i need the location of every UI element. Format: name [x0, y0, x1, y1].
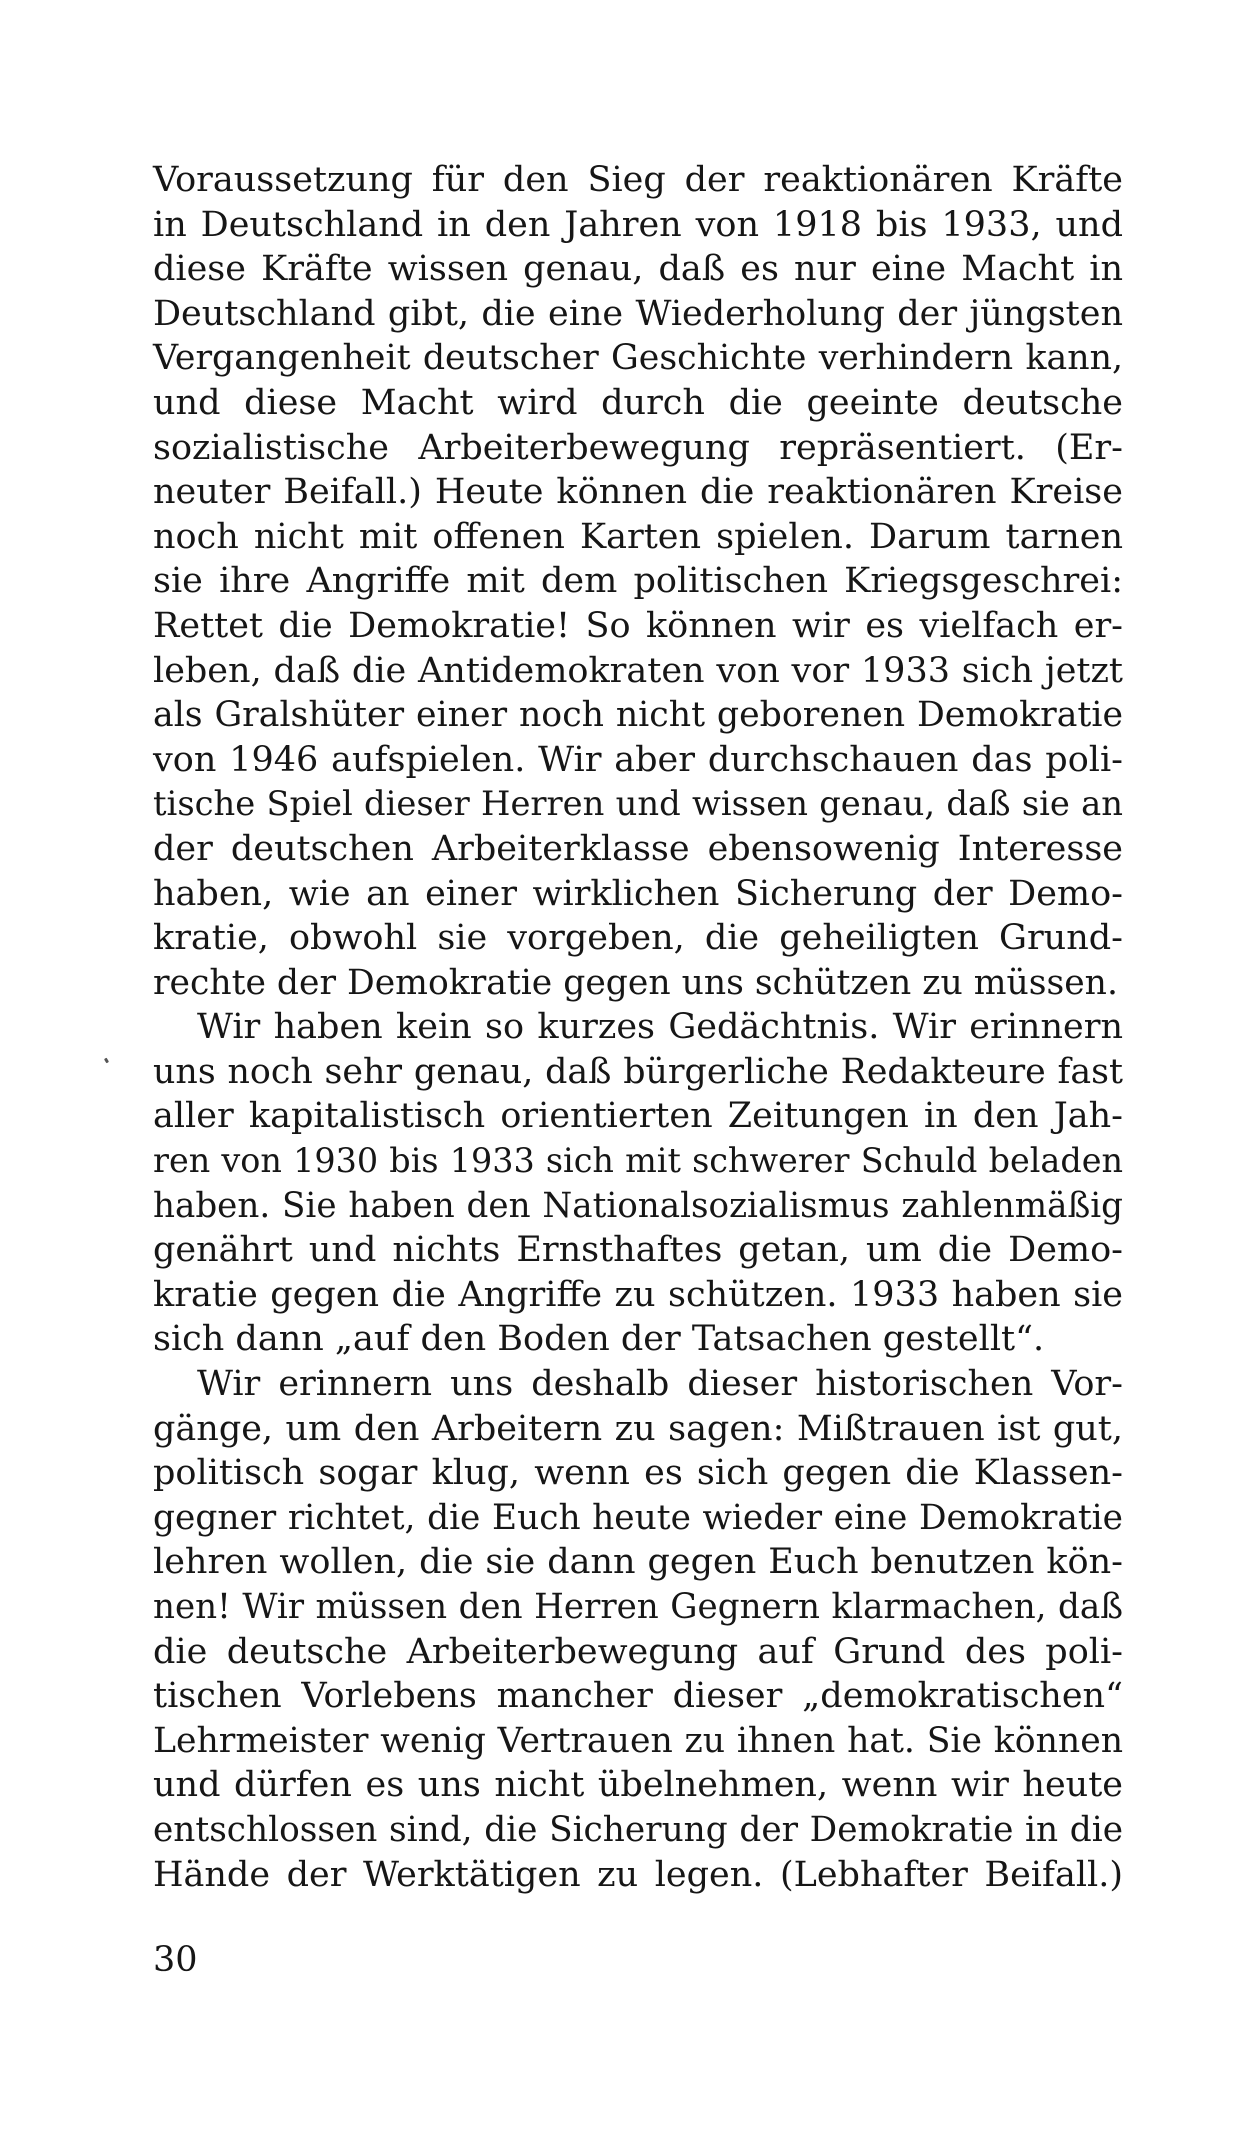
text-line: kratie gegen die Angriffe zu schützen. 1933 haben sie [153, 1274, 1123, 1315]
text-line: sie ihre Angriffe mit dem politischen Kriegsgeschrei: [153, 561, 1123, 602]
text-line: Rettet die Demokratie! So können wir es vielfach er- [153, 605, 1123, 646]
text-line: rechte der Demokratie gegen uns schützen zu müssen. [153, 962, 1118, 1003]
text-line: politisch sogar klug, wenn es sich gegen die Klassen- [153, 1453, 1123, 1494]
text-line: neuter Beifall.) Heute können die reaktionären Kreise [153, 472, 1123, 513]
text-line: von 1946 aufspielen. Wir aber durchschauen das poli- [153, 739, 1123, 780]
text-line: haben. Sie haben den Nationalsozialismus zahlenmäßig [153, 1185, 1123, 1226]
text-line: haben, wie an einer wirklichen Sicherung der Demo- [153, 873, 1123, 914]
text-line: diese Kräfte wissen genau, daß es nur eine Macht in [153, 249, 1123, 290]
text-line: Vergangenheit deutscher Geschichte verhindern kann, [153, 338, 1123, 379]
text-line: uns noch sehr genau, daß bürgerliche Redakteure fast [153, 1051, 1123, 1092]
text-line: entschlossen sind, die Sicherung der Demokratie in die [153, 1809, 1123, 1850]
text-line: Lehrmeister wenig Vertrauen zu ihnen hat. Sie können [153, 1720, 1123, 1761]
text-line: aller kapitalistisch orientierten Zeitungen in den Jah- [153, 1096, 1123, 1137]
text-line: als Gralshüter einer noch nicht geborenen Demokratie [153, 695, 1123, 736]
text-line: Wir haben kein so kurzes Gedächtnis. Wir erinnern [197, 1007, 1123, 1048]
text-line: Voraussetzung für den Sieg der reaktionären Kräfte [153, 160, 1123, 200]
text-line: noch nicht mit offenen Karten spielen. Darum tarnen [153, 516, 1123, 557]
text-line: genährt und nichts Ernsthaftes getan, um die Demo- [153, 1230, 1123, 1271]
text-line: kratie, obwohl sie vorgeben, die geheiligten Grund- [153, 918, 1123, 959]
text-line: der deutschen Arbeiterklasse ebensowenig Interesse [153, 828, 1123, 869]
text-line: Hände der Werktätigen zu legen. (Lebhafter Beifall.) [153, 1854, 1123, 1895]
text-line: tischen Vorlebens mancher dieser „demokratischen“ [153, 1676, 1123, 1717]
text-line: und diese Macht wird durch die geeinte deutsche [153, 382, 1123, 423]
page-number: 30 [153, 1940, 198, 1980]
text-line: sozialistische Arbeiterbewegung repräsentiert. (Er- [153, 427, 1123, 468]
text-line: nen! Wir müssen den Herren Gegnern klarmachen, daß [153, 1587, 1123, 1627]
text-line: leben, daß die Antidemokraten von vor 1933 sich jetzt [153, 650, 1123, 691]
text-line: lehren wollen, die sie dann gegen Euch benutzen kön- [153, 1542, 1123, 1583]
text-line: in Deutschland in den Jahren von 1918 bis 1933, und [153, 204, 1123, 245]
text-line: gänge, um den Arbeitern zu sagen: Mißtrauen ist gut, [153, 1408, 1123, 1449]
print-speck [104, 1058, 109, 1064]
text-line: gegner richtet, die Euch heute wieder eine Demokratie [153, 1497, 1123, 1538]
text-line: ren von 1930 bis 1933 sich mit schwerer Schuld beladen [153, 1141, 1123, 1181]
text-line: tische Spiel dieser Herren und wissen genau, daß sie an [153, 784, 1123, 824]
text-line: Deutschland gibt, die eine Wiederholung der jüngsten [153, 293, 1123, 334]
text-line: Wir erinnern uns deshalb dieser historischen Vor- [197, 1364, 1123, 1405]
body-text [153, 158, 1123, 1897]
text-line: sich dann „auf den Boden der Tatsachen gestellt“. [153, 1319, 1045, 1360]
text-line: die deutsche Arbeiterbewegung auf Grund des poli- [153, 1631, 1123, 1672]
text-line: und dürfen es uns nicht übelnehmen, wenn wir heute [153, 1765, 1123, 1806]
